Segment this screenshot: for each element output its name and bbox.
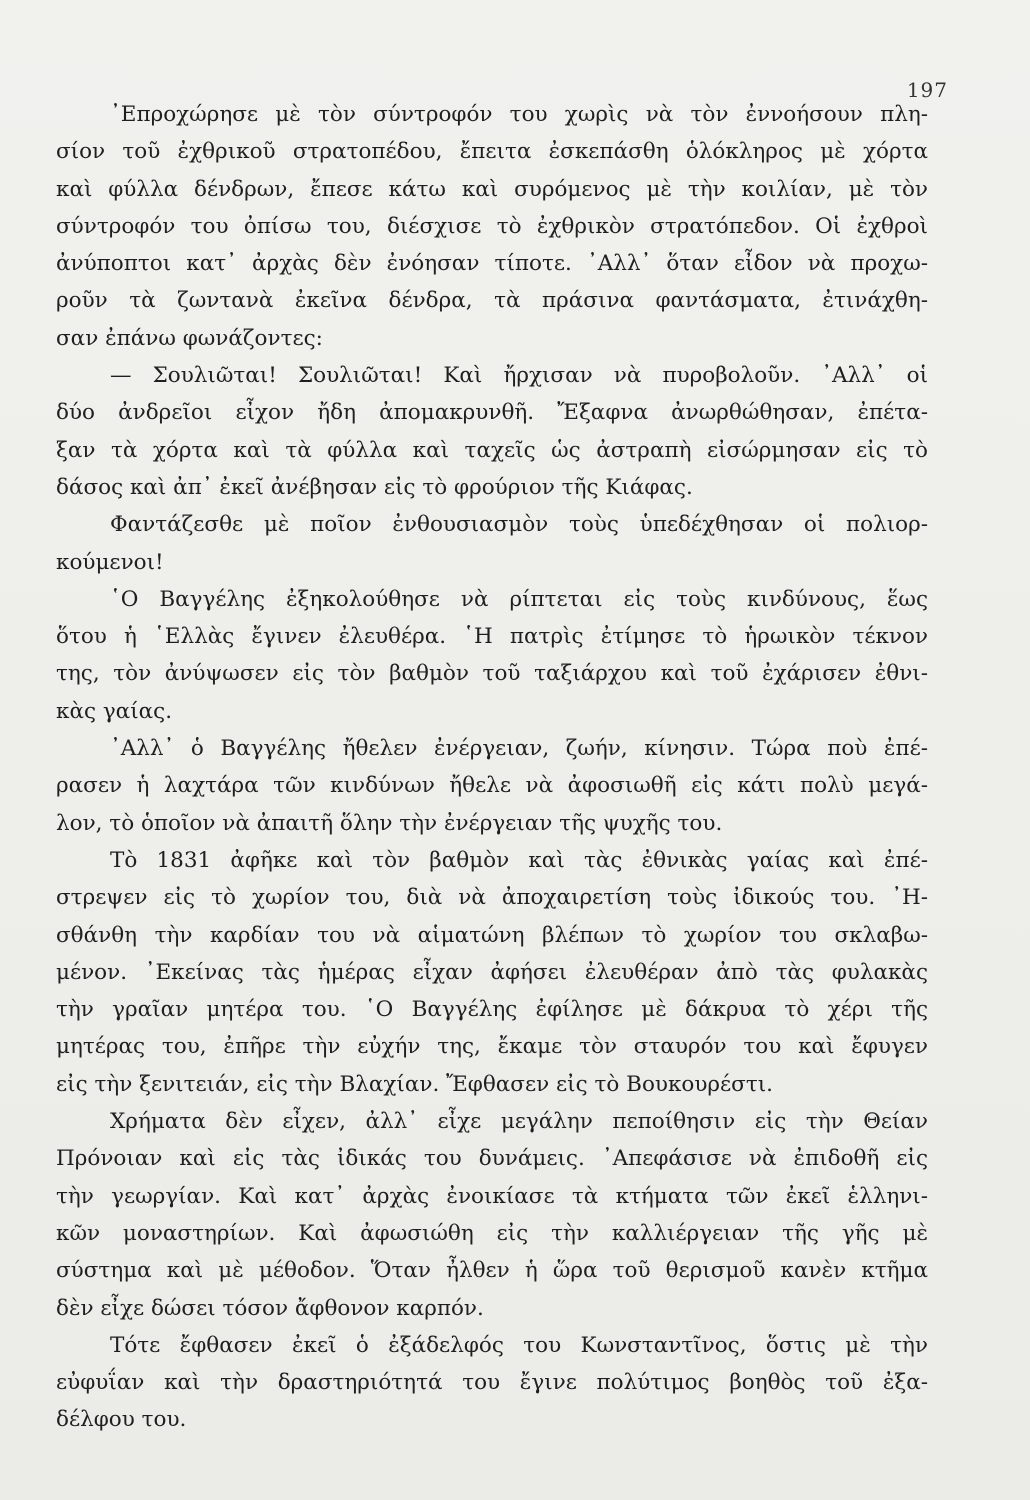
- text-line: κούμενοι!: [56, 549, 164, 575]
- text-line: Πρόνοιαν καὶ εἰς τὰς ἰδικάς του δυνάμεις. ᾿Απεφάσισε νὰ ἐπιδοθῆ εἰς: [56, 1146, 928, 1172]
- text-line: ρασεν ἡ λαχτάρα τῶν κινδύνων ἤθελε νὰ ἀφοσιωθῆ εἰς κάτι πολὺ μεγά-: [56, 773, 928, 799]
- text-line: ῾Ο Βαγγέλης ἐξηκολούθησε νὰ ρίπτεται εἰς τοὺς κινδύνους, ἕως: [110, 586, 928, 612]
- text-line: τὴν γεωργίαν. Καὶ κατ᾿ ἀρχὰς ἐνοικίασε τὰ κτήματα τῶν ἐκεῖ ἑλληνι-: [56, 1183, 928, 1209]
- text-line: σίον τοῦ ἐχθρικοῦ στρατοπέδου, ἔπειτα ἐσκεπάσθη ὁλόκληρος μὲ χόρτα: [56, 139, 928, 165]
- text-line: ἀνύποπτοι κατ᾿ ἀρχὰς δὲν ἐνόησαν τίποτε. ᾿Αλλ᾿ ὅταν εἶδον νὰ προχω-: [56, 251, 928, 277]
- text-line: της, τὸν ἀνύψωσεν εἰς τὸν βαθμὸν τοῦ ταξιάρχου καὶ τοῦ ἐχάρισεν ἐθνι-: [56, 661, 928, 687]
- text-line: μητέρας του, ἐπῆρε τὴν εὐχήν της, ἔκαμε τὸν σταυρόν του καὶ ἔφυγεν: [56, 1034, 928, 1060]
- text-line: καὶ φύλλα δένδρων, ἔπεσε κάτω καὶ συρόμενος μὲ τὴν κοιλίαν, μὲ τὸν: [56, 176, 928, 202]
- text-line: σθάνθη τὴν καρδίαν του νὰ αἱματώνη βλέπων τὸ χωρίον του σκλαβω-: [56, 922, 928, 948]
- text-line: ᾿Επροχώρησε μὲ τὸν σύντροφόν του χωρὶς νὰ τὸν ἐννοήσουν πλη-: [110, 102, 928, 127]
- text-line: σύστημα καὶ μὲ μέθοδον. Ὅταν ἦλθεν ἡ ὥρα τοῦ θερισμοῦ κανὲν κτῆμα: [56, 1258, 928, 1284]
- text-line: κῶν μοναστηρίων. Καὶ ἀφωσιώθη εἰς τὴν καλλιέργειαν τῆς γῆς μὲ: [56, 1220, 928, 1246]
- text-line: δύο ἀνδρεῖοι εἶχον ἤδη ἀπομακρυνθῆ. Ἔξαφνα ἀνωρθώθησαν, ἐπέτα-: [56, 400, 928, 426]
- text-line: τὴν γραῖαν μητέρα του. ῾Ο Βαγγέλης ἐφίλησε μὲ δάκρυα τὸ χέρι τῆς: [56, 997, 928, 1023]
- text-line: ξαν τὰ χόρτα καὶ τὰ φύλλα καὶ ταχεῖς ὡς ἀστραπὴ εἰσώρμησαν εἰς τὸ: [56, 437, 928, 463]
- text-line: Τὸ 1831 ἀφῆκε καὶ τὸν βαθμὸν καὶ τὰς ἐθνικὰς γαίας καὶ ἐπέ-: [110, 847, 928, 873]
- body-text: [56, 96, 928, 1439]
- text-line: λον, τὸ ὁποῖον νὰ ἀπαιτῆ ὅλην τὴν ἐνέργειαν τῆς ψυχῆς του.: [56, 810, 723, 836]
- text-line: σαν ἐπάνω φωνάζοντες:: [56, 325, 323, 351]
- text-line: δέλφου του.: [56, 1407, 187, 1433]
- text-line: ὅτου ἡ ῾Ελλὰς ἔγινεν ἐλευθέρα. ῾Η πατρὶς ἐτίμησε τὸ ἡρωικὸν τέκνον: [56, 624, 928, 650]
- text-line: Τότε ἔφθασεν ἐκεῖ ὁ ἐξάδελφός του Κωνσταντῖνος, ὅστις μὲ τὴν: [110, 1332, 928, 1358]
- text-line: ροῦν τὰ ζωντανὰ ἐκεῖνα δένδρα, τὰ πράσινα φαντάσματα, ἐτινάχθη-: [56, 288, 928, 314]
- page-number: 197: [906, 78, 948, 102]
- text-line: μένον. ᾿Εκείνας τὰς ἡμέρας εἶχαν ἀφήσει ἐλευθέραν ἀπὸ τὰς φυλακὰς: [56, 959, 928, 985]
- text-line: δάσος καὶ ἀπ᾿ ἐκεῖ ἀνέβησαν εἰς τὸ φρούριον τῆς Κιάφας.: [56, 474, 693, 500]
- text-line: Φαντάζεσθε μὲ ποῖον ἐνθουσιασμὸν τοὺς ὑπεδέχθησαν οἱ πολιορ-: [110, 512, 928, 538]
- text-line: κὰς γαίας.: [56, 698, 173, 724]
- text-line: στρεψεν εἰς τὸ χωρίον του, διὰ νὰ ἀποχαιρετίση τοὺς ἰδικούς του. ᾿Η-: [56, 885, 928, 911]
- text-line: Χρήματα δὲν εἶχεν, ἀλλ᾿ εἶχε μεγάλην πεποίθησιν εἰς τὴν Θείαν: [110, 1109, 928, 1135]
- text-line: σύντροφόν του ὀπίσω του, διέσχισε τὸ ἐχθρικὸν στρατόπεδον. Οἱ ἐχθροὶ: [56, 213, 928, 239]
- text-line: δὲν εἶχε δώσει τόσον ἄφθονον καρπόν.: [56, 1295, 484, 1321]
- text-line: εὐφυΐαν καὶ τὴν δραστηριότητά του ἔγινε πολύτιμος βοηθὸς τοῦ ἐξα-: [56, 1370, 928, 1396]
- text-line: εἰς τὴν ξενιτειάν, εἰς τὴν Βλαχίαν. Ἔφθασεν εἰς τὸ Βουκουρέστι.: [56, 1071, 774, 1097]
- text-line: ᾿Αλλ᾿ ὁ Βαγγέλης ἤθελεν ἐνέργειαν, ζωήν, κίνησιν. Τώρα ποὺ ἐπέ-: [110, 736, 928, 762]
- text-line: — Σουλιῶται! Σουλιῶται! Καὶ ἤρχισαν νὰ πυροβολοῦν. ᾿Αλλ᾿ οἱ: [110, 363, 928, 389]
